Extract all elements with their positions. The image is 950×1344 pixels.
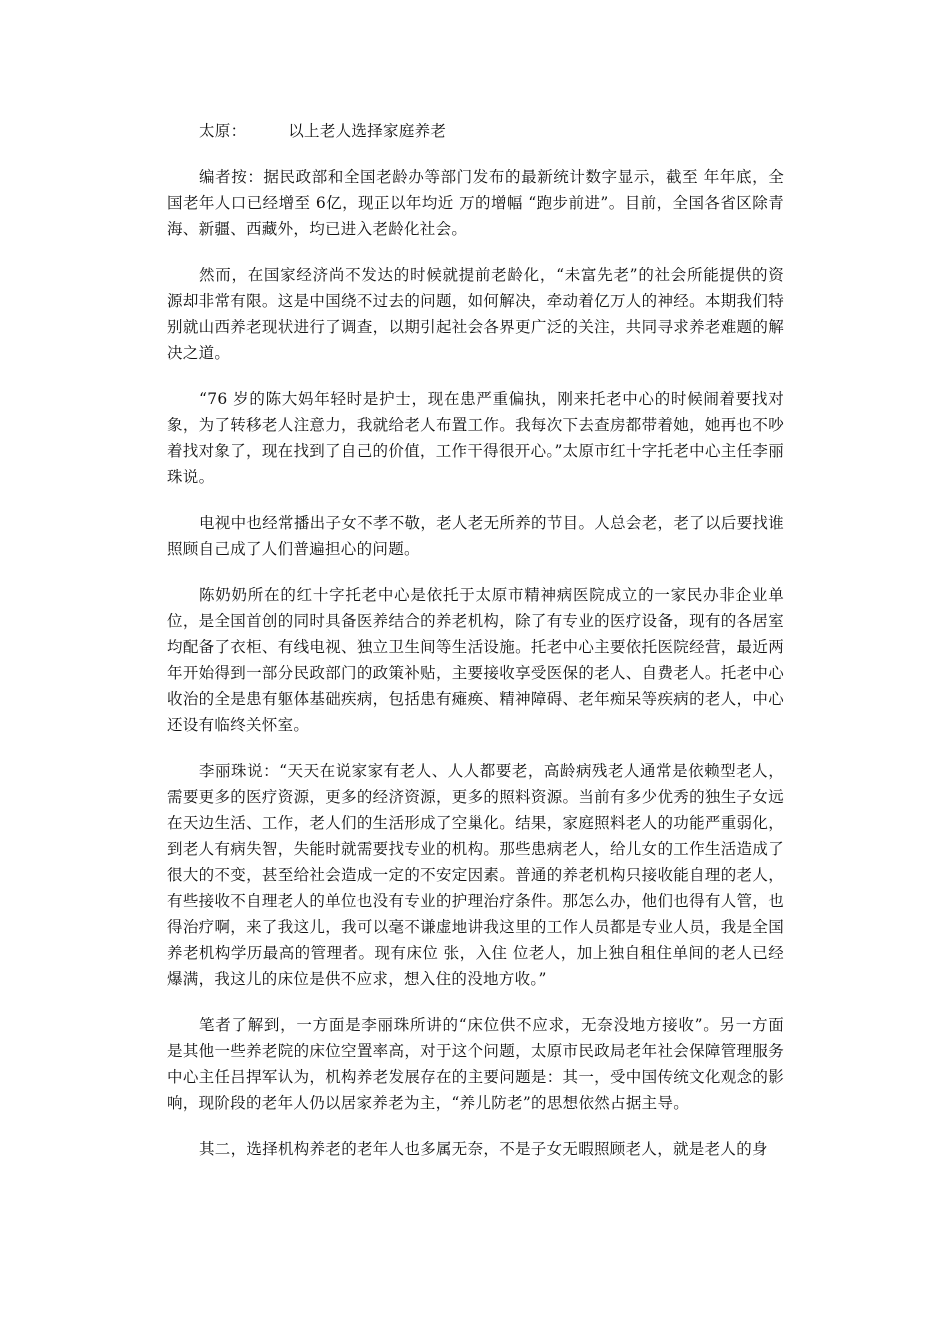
paragraph-care-center: 陈奶奶所在的红十字托老中心是依托于太原市精神病医院成立的一家民办非企业单位，是全国首创的同时具备医养结合的养老机构，除了有专业的医疗设备，现有的各居室均配备了衣柜、有线电视、独立卫生间等生活设施。托老中心主要依托医院经营，最近两年开始得到一部分民政部门的政策补贴，主要接收享受医保的老人、自费老人。托老中心收治的全是患有躯体基础疾病，包括患有瘫痪、精神障碍、老年痴呆等疾病的老人，中心还设有临终关怀室。 xyxy=(167,586,784,734)
paragraph-author-findings: 笔者了解到，一方面是李丽珠所讲的“床位供不应求，无奈没地方接收”。另一方面是其他一些养老院的床位空置率高，对于这个问题，太原市民政局老年社会保障管理服务中心主任吕捍军认为，机构养老发展存在的主要问题是：其一，受中国传统文化观念的影响，现阶段的老年人仍以居家养老为主，“养儿防老”的思想依然占据主导。 xyxy=(167,1016,784,1112)
paragraph-tv-programs: 电视中也经常播出子女不孝不敬，老人老无所养的节目。人总会老，老了以后要找谁照顾自己成了人们普遍担心的问题。 xyxy=(167,514,784,558)
article-body xyxy=(167,118,784,1182)
paragraph-li-lizhu-quote: 李丽珠说：“天天在说家家有老人、人人都要老，高龄病残老人通常是依赖型老人，需要更多的医疗资源，更多的经济资源，更多的照料资源。当前有多少优秀的独生子女远在天边生活、工作，老人们的生活形成了空巢化。结果，家庭照料老人的功能严重弱化，到老人有病失智，失能时就需要找专业的机构。那些患病老人，给儿女的工作生活造成了很大的不变，甚至给社会造成一定的不安定因素。普通的养老机构只接收能自理的老人，有些接收不自理老人的单位也没有专业的护理治疗条件。那怎么办，他们也得有人管，也得治疗啊，来了我这儿，我可以毫不谦虚地讲我这里的工作人员都是专业人员，我是全国养老机构学历最高的管理者。现有床位 张，入住 位老人，加上独自租住单间的老人已经爆满，我这儿的床位是供不应求，想入住的没地方收。” xyxy=(167,762,784,988)
paragraph-aging-context: 然而，在国家经济尚不发达的时候就提前老龄化，“未富先老”的社会所能提供的资源却非常有限。这是中国绕不过去的问题，如何解决，牵动着亿万人的神经。本期我们特别就山西养老现状进行了调查，以期引起社会各界更广泛的关注，共同寻求养老难题的解决之道。 xyxy=(167,266,784,362)
paragraph-quote-chen: “76 岁的陈大妈年轻时是护士，现在患严重偏执，刚来托老中心的时候闹着要找对象，为了转移老人注意力，我就给老人布置工作。我每次下去查房都带着她，她再也不吵着找对象了，现在找到了自己的价值，工作干得很开心。”太原市红十字托老中心主任李丽珠说。 xyxy=(167,390,784,486)
article-title: 太原： 以上老人选择家庭养老 xyxy=(199,122,447,140)
paragraph-editor-note: 编者按：据民政部和全国老龄办等部门发布的最新统计数字显示，截至 年年底，全国老年人口已经增至 6亿，现正以年均近 万的增幅 “跑步前进”。目前，全国各省区除青海、新疆、西藏外，均已进入老龄化社会。 xyxy=(167,168,784,238)
paragraph-second-point: 其二，选择机构养老的老年人也多属无奈，不是子女无暇照顾老人，就是老人的身 xyxy=(199,1140,768,1158)
